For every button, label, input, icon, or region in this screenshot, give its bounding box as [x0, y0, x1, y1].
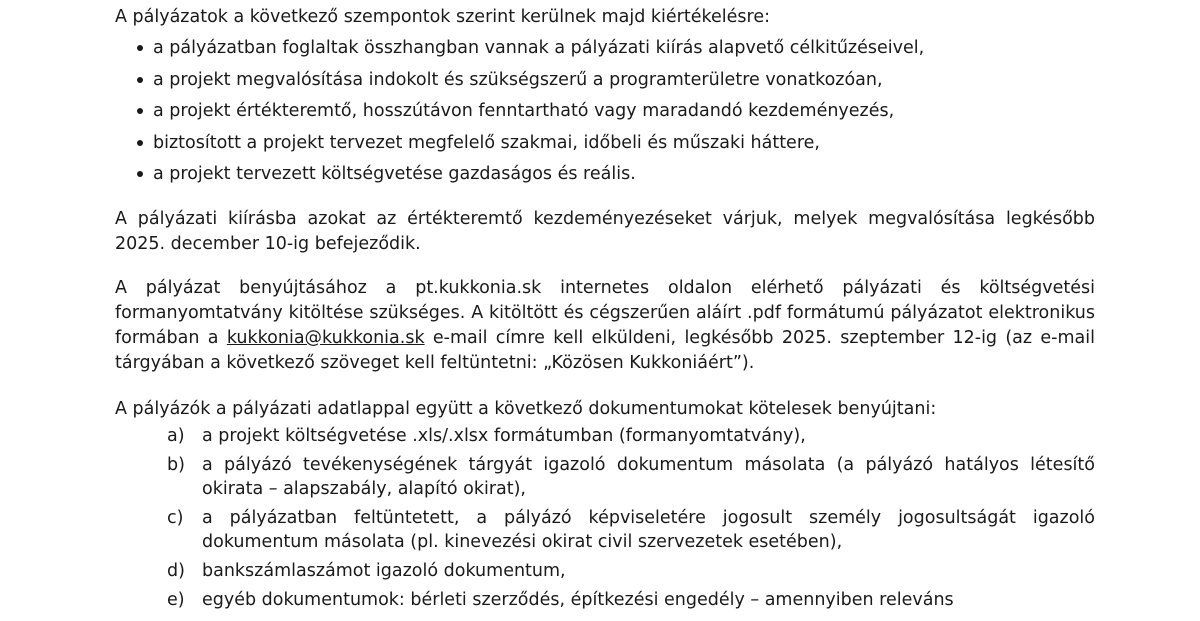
- list-item: [115, 559, 1095, 583]
- list-item: [115, 162, 1095, 194]
- email-link[interactable]: kukkonia@kukkonia.sk: [226, 328, 425, 348]
- list-item-text: egyéb dokumentumok: bérleti szerződés, építkezési engedély – amennyiben releváns: [202, 590, 954, 610]
- list-marker: b): [167, 455, 185, 475]
- list-marker: a): [167, 426, 185, 446]
- list-marker: c): [167, 508, 184, 528]
- list-item-text: a pályázatban feltüntetett, a pályázó képviseletére jogosult személy jogosultságát igazoló dokumentum másolata (pl. kinevezési okirat civil szervezetek esetében),: [202, 508, 1095, 552]
- list-item-text: a projekt költségvetése .xls/.xlsx formátumban (formanyomtatvány),: [202, 426, 806, 446]
- submission-text-start: A pályázat benyújtásához a pt.kukkonia.sk internetes oldalon elérhető pályázati és költségvetési formanyomtatvány kitöltése szükséges. A kitöltött és cégszerűen aláírt .pdf formátumú pályázatot elektronikus formában a: [115, 278, 1095, 348]
- documents-list: [115, 424, 1095, 617]
- bullet-icon: [137, 77, 143, 83]
- list-marker: e): [167, 590, 185, 610]
- list-item-text: biztosított a projekt tervezet megfelelő szakmai, időbeli és műszaki háttere,: [153, 132, 820, 153]
- documents-intro: A pályázók a pályázati adatlappal együtt a következő dokumentumokat kötelesek benyújtani:: [115, 399, 937, 419]
- list-item-text: a projekt megvalósítása indokolt és szükségszerű a programterületre vonatkozóan,: [153, 69, 883, 90]
- list-item: [115, 99, 1095, 131]
- list-item: [115, 506, 1095, 554]
- list-item: [115, 131, 1095, 163]
- list-item: [115, 36, 1095, 68]
- list-item-text: a projekt tervezett költségvetése gazdaságos és reális.: [153, 164, 636, 184]
- bullet-icon: [137, 140, 143, 146]
- list-item-text: a projekt értékteremtő, hosszútávon fenntartható vagy maradandó kezdeményezés,: [153, 101, 895, 121]
- bullet-icon: [137, 108, 143, 114]
- criteria-intro: A pályázatok a következő szempontok szerint kerülnek majd kiértékelésre:: [115, 7, 771, 27]
- list-marker: d): [167, 561, 185, 581]
- submission-text-end: e-mail címre kell elküldeni, legkésőbb 2025. szeptember 12-ig (az e-mail tárgyában a következő szöveget kell feltüntetni: „Közösen Kukkoniáért”).: [115, 328, 1095, 373]
- list-item-text: a pályázatban foglaltak összhangban vannak a pályázati kiírás alapvető célkitűzéseivel,: [153, 38, 925, 58]
- bullet-icon: [137, 171, 143, 177]
- list-item: [115, 68, 1095, 100]
- list-item: [115, 424, 1095, 448]
- list-item-text: a pályázó tevékenységének tárgyát igazoló dokumentum másolata (a pályázó hatályos létesítő okirata – alapszabály, alapító okirat),: [202, 455, 1095, 499]
- bullet-icon: [137, 45, 143, 51]
- deadline-paragraph: A pályázati kiírásba azokat az értékteremtő kezdeményezéseket várjuk, melyek megvalósítása legkésőbb 2025. december 10-ig befejeződik.: [115, 209, 1095, 254]
- submission-paragraph: [115, 276, 1095, 376]
- criteria-list: [115, 36, 1095, 194]
- list-item: [115, 588, 1095, 612]
- list-item-text: bankszámlaszámot igazoló dokumentum,: [202, 561, 566, 581]
- list-item: [115, 453, 1095, 501]
